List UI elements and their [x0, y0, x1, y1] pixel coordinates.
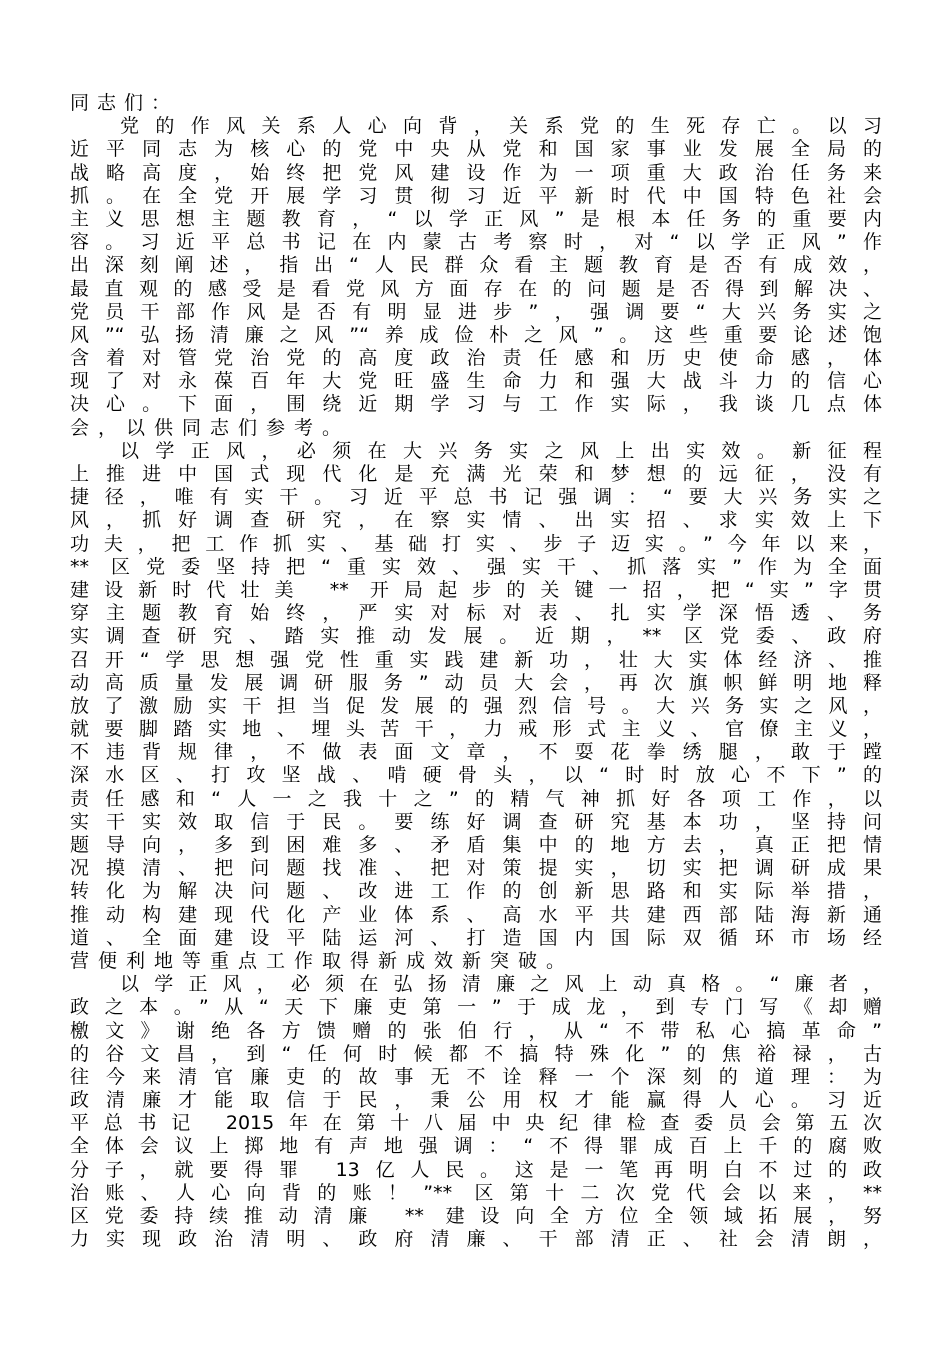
text-line: 道、全面建设平陆运河、打造国内国际双循环市场经 — [70, 926, 882, 949]
text-line: 就要脚踏实地、埋头苦干，力戒形式主义、官僚主义， — [70, 718, 882, 741]
text-line: 况摸清、把问题找准、把对策提实，切实把调研成果 — [70, 857, 882, 880]
text-line: 全体会议上掷地有声地强调：“不得罪成百上千的腐败 — [70, 1135, 882, 1158]
text-line: 政清廉才能取信于民，秉公用权才能赢得人心。习近 — [70, 1089, 882, 1112]
text-line: 往今来清官廉吏的故事无不诠释一个深刻的道理：为 — [70, 1065, 882, 1088]
text-line: 建设新时代壮美 ** 开局起步的关键一招，把“实”字贯 — [70, 578, 882, 601]
text-line: 题导向，多到困难多、矛盾集中的地方去，真正把情 — [70, 834, 882, 856]
text-line: 主义思想主题教育，“以学正风”是根本任务的重要内 — [70, 207, 882, 230]
text-line: 穿主题教育始终，严实对标对表、扎实学深悟透、务 — [70, 602, 882, 625]
text-line: 责任感和“人一之我十之”的精气神抓好各项工作，以 — [70, 787, 882, 810]
text-line: 的谷文昌，到“任何时候都不搞特殊化”的焦裕禄，古 — [70, 1042, 882, 1065]
text-line: 召开“学思想强党性重实践建新功，壮大实体经济、推 — [70, 648, 882, 671]
text-line: 最直观的感受是看党风方面存在的问题是否得到解决、 — [70, 277, 882, 300]
text-line: 推动构建现代化产业体系、高水平共建西部陆海新通 — [70, 903, 882, 926]
text-line: 战略高度，始终把党风建设作为一项重大政治任务来 — [70, 161, 882, 184]
text-line: 抓。在全党开展学习贯彻习近平新时代中国特色社会 — [70, 184, 882, 207]
text-line: 治账、人心向背的账！”** 区第十二次党代会以来，** — [70, 1181, 882, 1204]
text-line: ** 区党委坚持把“重实效、强实干、抓落实”作为全面 — [70, 555, 882, 578]
text-line: 风，抓好调查研究，在察实情、出实招、求实效上下 — [70, 509, 882, 532]
salutation: 同志们： — [70, 92, 179, 114]
text-line: 分子，就要得罪 13亿人民。这是一笔再明白不过的政 — [70, 1158, 882, 1181]
text-line: 党的作风关系人心向背，关系党的生死存亡。以习 — [120, 115, 882, 138]
text-line: 实调查研究、踏实推动发展。近期，** 区党委、政府 — [70, 625, 882, 648]
text-line: 容。习近平总书记在内蒙古考察时，对“以学正风”作 — [70, 231, 882, 254]
text-line: 以学正风，必须在弘扬清廉之风上动真格。“廉者， — [120, 973, 882, 996]
text-line: 捷径，唯有实干。习近平总书记强调：“要大兴务实之 — [70, 486, 882, 509]
text-line: 实干实效取信于民。要练好调查研究基本功，坚持问 — [70, 810, 882, 833]
text-line: 以学正风，必须在大兴务实之风上出实效。新征程 — [120, 439, 882, 462]
text-line: 会，以供同志们参考。 — [70, 416, 351, 439]
text-line: 党员干部作风是否有明显进步”，强调要“大兴务实之 — [70, 300, 882, 323]
text-line: 近平同志为核心的党中央从党和国家事业发展全局的 — [70, 138, 882, 161]
text-line: 政之本。”从“天下廉吏第一”于成龙，到专门写《却赠 — [70, 996, 882, 1019]
text-line: 深水区、打攻坚战、啃硬骨头，以“时时放心不下”的 — [70, 764, 882, 787]
text-line: 现了对永葆百年大党旺盛生命力和强大战斗力的信心 — [70, 370, 882, 393]
text-line: 出深刻阐述，指出“人民群众看主题教育是否有成效， — [70, 254, 882, 277]
text-line: 檄文》谢绝各方馈赠的张伯行，从“不带私心搞革命” — [70, 1019, 882, 1042]
text-line: 区党委持续推动清廉 ** 建设向全方位全领域拓展，努 — [70, 1205, 882, 1227]
text-line: 含着对管党治党的高度政治责任感和历史使命感，体 — [70, 347, 882, 370]
text-line: 平总书记 2015年在第十八届中央纪律检查委员会第五次 — [70, 1112, 882, 1135]
text-line: 营便利地等重点工作取得新成效新突破。 — [70, 949, 575, 972]
text-line: 功夫，把工作抓实、基础打实、步子迈实。”今年以来， — [70, 532, 882, 555]
text-line: 放了激励实干担当促发展的强烈信号。大兴务实之风， — [70, 694, 882, 717]
text-line: 决心。下面，围绕近期学习与工作实际，我谈几点体 — [70, 393, 882, 416]
text-line: 转化为解决问题、改进工作的创新思路和实际举措， — [70, 880, 882, 903]
document-page — [70, 92, 882, 1251]
text-line: 上推进中国式现代化是充满光荣和梦想的远征，没有 — [70, 463, 882, 485]
text-line: 力实现政治清明、政府清廉、干部清正、社会清朗， — [70, 1228, 882, 1251]
text-line: 动高质量发展调研服务”动员大会，再次旗帜鲜明地释 — [70, 671, 882, 694]
text-line: 不违背规律，不做表面文章，不耍花拳绣腿，敢于蹚 — [70, 741, 882, 764]
text-line: 风”“弘扬清廉之风”“养成俭朴之风”。这些重要论述饱 — [70, 323, 882, 346]
